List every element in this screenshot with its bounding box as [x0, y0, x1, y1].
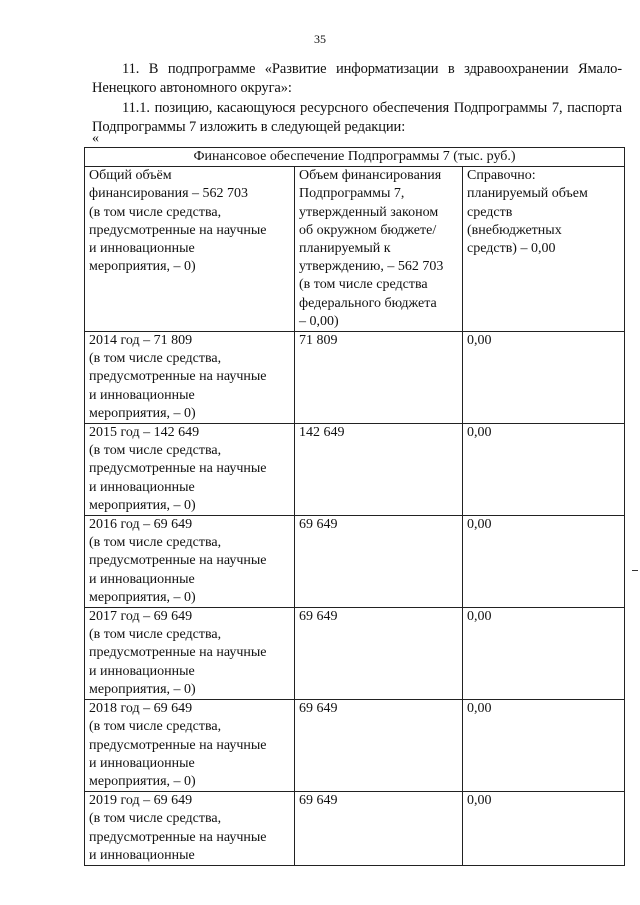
- cell-line: Объем финансирования: [299, 168, 442, 184]
- table-header-row: [85, 167, 625, 332]
- cell-line: и инновационные: [89, 387, 195, 403]
- cell-line: (в том числе средства,: [89, 811, 222, 827]
- cell-line: и инновационные: [89, 755, 195, 771]
- budget-amount-cell: 69 649: [295, 792, 463, 866]
- cell-line: предусмотренные на научные: [89, 645, 267, 661]
- paragraph-subprogram-amendment: [92, 60, 622, 98]
- cell-line: Общий объём: [89, 168, 172, 184]
- extrabudget-amount-cell: 0,00: [463, 516, 625, 608]
- year-total-cell: [85, 424, 295, 516]
- scan-mark: [632, 570, 638, 571]
- budget-amount-cell: 69 649: [295, 700, 463, 792]
- opening-quote: «: [92, 131, 99, 146]
- cell-line: средств) – 0,00: [467, 241, 556, 257]
- cell-line: средств: [467, 204, 513, 220]
- cell-line: об окружном бюджете/: [299, 222, 437, 238]
- cell-line: мероприятия, – 0): [89, 405, 196, 421]
- table-row: [85, 424, 625, 516]
- extrabudget-amount-cell: 0,00: [463, 608, 625, 700]
- paragraph-resource-position: [92, 99, 622, 137]
- cell-line: предусмотренные на научные: [89, 369, 267, 385]
- cell-line: Подпрограммы 7,: [299, 186, 405, 202]
- cell-line: Справочно:: [467, 168, 536, 184]
- table-row: [85, 332, 625, 424]
- financing-table: [84, 147, 625, 866]
- paragraph-text: 11. В подпрограмме «Развитие информатизации в здравоохранении Ямало-Ненецкого автономного округа»:: [92, 61, 622, 96]
- cell-line: финансирования – 562 703: [89, 186, 249, 202]
- year-total: 2014 год – 71 809: [89, 333, 193, 349]
- year-total-cell: [85, 700, 295, 792]
- cell-line: (в том числе средства,: [89, 535, 222, 551]
- cell-line: (внебюджетных: [467, 222, 562, 238]
- budget-amount-cell: 69 649: [295, 608, 463, 700]
- cell-line: утвержденный законом: [299, 204, 439, 220]
- page-number: 35: [314, 32, 326, 46]
- financing-table-body: [85, 148, 625, 866]
- table-title: Финансовое обеспечение Подпрограммы 7 (тыс. руб.): [85, 148, 625, 167]
- header-total-cell: [85, 167, 295, 332]
- cell-line: (в том числе средства,: [89, 204, 222, 220]
- cell-line: и инновационные: [89, 571, 195, 587]
- year-total: 2018 год – 69 649: [89, 701, 193, 717]
- cell-line: (в том числе средства,: [89, 627, 222, 643]
- year-total: 2015 год – 142 649: [89, 425, 200, 441]
- cell-line: (в том числе средства,: [89, 719, 222, 735]
- year-total-cell: [85, 332, 295, 424]
- extrabudget-amount-cell: 0,00: [463, 792, 625, 866]
- cell-line: и инновационные: [89, 663, 195, 679]
- year-total-cell: [85, 608, 295, 700]
- cell-line: и инновационные: [89, 847, 195, 863]
- extrabudget-amount-cell: 0,00: [463, 424, 625, 516]
- table-row: [85, 700, 625, 792]
- budget-amount-cell: 69 649: [295, 516, 463, 608]
- cell-line: предусмотренные на научные: [89, 829, 267, 845]
- cell-line: утверждению, – 562 703: [299, 259, 444, 275]
- cell-line: (в том числе средства: [299, 277, 428, 293]
- extrabudget-amount-cell: 0,00: [463, 700, 625, 792]
- cell-line: мероприятия, – 0): [89, 497, 196, 513]
- cell-line: (в том числе средства,: [89, 443, 222, 459]
- header-budget-cell: [295, 167, 463, 332]
- year-total: 2017 год – 69 649: [89, 609, 193, 625]
- budget-amount-cell: 142 649: [295, 424, 463, 516]
- cell-line: мероприятия, – 0): [89, 589, 196, 605]
- cell-line: предусмотренные на научные: [89, 222, 267, 238]
- cell-line: и инновационные: [89, 241, 195, 257]
- cell-line: и инновационные: [89, 479, 195, 495]
- table-row: [85, 608, 625, 700]
- budget-amount-cell: 71 809: [295, 332, 463, 424]
- year-total: 2016 год – 69 649: [89, 517, 193, 533]
- cell-line: предусмотренные на научные: [89, 737, 267, 753]
- cell-line: предусмотренные на научные: [89, 461, 267, 477]
- cell-line: – 0,00): [299, 313, 339, 329]
- paragraph-text: 11.1. позицию, касающуюся ресурсного обеспечения Подпрограммы 7, паспорта Подпрограммы 7 изложить в следующей редакции:: [92, 100, 622, 135]
- year-total: 2019 год – 69 649: [89, 793, 193, 809]
- year-total-cell: [85, 516, 295, 608]
- cell-line: (в том числе средства,: [89, 351, 222, 367]
- cell-line: мероприятия, – 0): [89, 681, 196, 697]
- cell-line: планируемый к: [299, 241, 391, 257]
- cell-line: планируемый объем: [467, 186, 588, 202]
- cell-line: федерального бюджета: [299, 295, 437, 311]
- extrabudget-amount-cell: 0,00: [463, 332, 625, 424]
- year-total-cell: [85, 792, 295, 866]
- table-row: [85, 792, 625, 866]
- cell-line: мероприятия, – 0): [89, 259, 196, 275]
- header-extrabudget-cell: [463, 167, 625, 332]
- cell-line: мероприятия, – 0): [89, 773, 196, 789]
- cell-line: предусмотренные на научные: [89, 553, 267, 569]
- table-row: [85, 516, 625, 608]
- table-title-row: [85, 148, 625, 167]
